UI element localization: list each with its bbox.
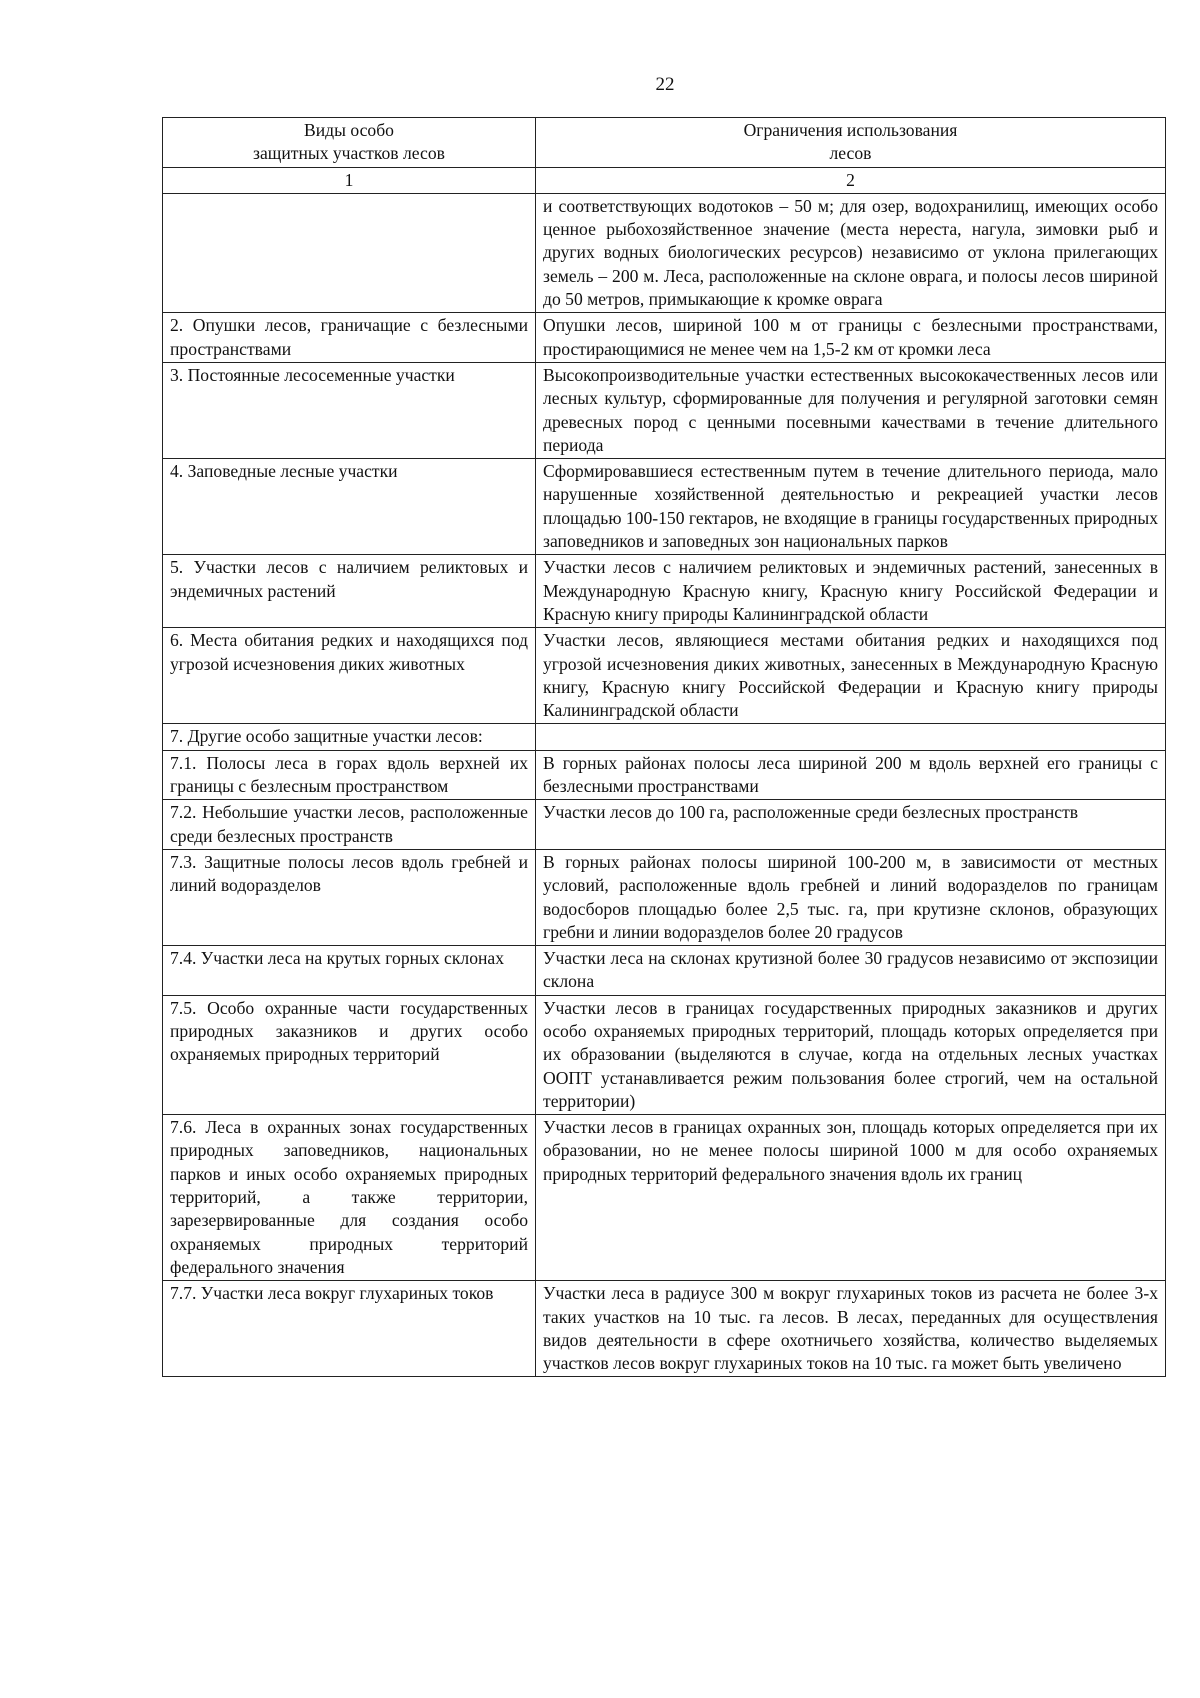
column-number-row	[163, 167, 1166, 193]
restriction-cell: и соответствующих водотоков – 50 м; для озер, водохранилищ, имеющих особо ценное рыбохозяйственное значение (места нереста, нагула, зимовки рыб и других водных биологических ресурсов) независимо от уклона прилегающих земель – 200 м. Леса, расположенные на склоне оврага, и полосы лесов шириной до 50 метров, примыкающие к кромке оврага	[536, 193, 1166, 312]
forest-type-cell: 3. Постоянные лесосеменные участки	[163, 362, 536, 458]
page-number: 22	[655, 74, 675, 95]
table-row	[163, 849, 1166, 945]
forest-type-cell: 7.6. Леса в охранных зонах государственных природных заповедников, национальных парков и иных особо охраняемых природных территорий, а также территории, зарезервированные для создания особо охраняемых природных территорий федерального значения	[163, 1115, 536, 1281]
restrictions-table	[162, 117, 1166, 1377]
restriction-cell: Участки леса в радиусе 300 м вокруг глухариных токов из расчета не более 3-х таких участков на 10 тыс. га лесов. В лесах, переданных для осуществления видов деятельности в сфере охотничьего хозяйства, количество выделяемых участков лесов вокруг глухариных токов на 10 тыс. га может быть увеличено	[536, 1281, 1166, 1377]
restriction-cell: Опушки лесов, шириной 100 м от границы с безлесными пространствами, простирающимися не менее чем на 1,5-2 км от кромки леса	[536, 313, 1166, 363]
restriction-cell: Участки леса на склонах крутизной более 30 градусов независимо от экспозиции склона	[536, 946, 1166, 996]
forest-type-cell: 6. Места обитания редких и находящихся под угрозой исчезновения диких животных	[163, 628, 536, 724]
forest-type-cell: 7.1. Полосы леса в горах вдоль верхней их границы с безлесным пространством	[163, 750, 536, 800]
restriction-cell: Сформировавшиеся естественным путем в течение длительного периода, мало нарушенные хозяйственной деятельностью и рекреацией участки лесов площадью 100-150 гектаров, не входящие в границы государственных природных заповедников и заповедных зон национальных парков	[536, 459, 1166, 555]
restriction-cell: Участки лесов в границах государственных природных заказников и других особо охраняемых природных территорий, площадь которых определяется при их образовании (выделяются в случае, когда на отдельных лесных участках ООПТ устанавливается режим пользования более строгий, чем на остальной территории)	[536, 995, 1166, 1114]
restriction-cell	[536, 724, 1166, 750]
forest-type-cell: 7.4. Участки леса на крутых горных склонах	[163, 946, 536, 996]
table-row	[163, 946, 1166, 996]
forest-type-cell: 7.2. Небольшие участки лесов, расположенные среди безлесных пространств	[163, 800, 536, 850]
forest-type-cell: 7.5. Особо охранные части государственных природных заказников и других особо охраняемых природных территорий	[163, 995, 536, 1114]
restriction-cell: Участки лесов, являющиеся местами обитания редких и находящихся под угрозой исчезновения диких животных, занесенных в Международную Красную книгу, Красную книгу Российской Федерации и Красную книгу природы Калининградской области	[536, 628, 1166, 724]
table-header-row	[163, 118, 1166, 168]
table-row	[163, 1115, 1166, 1281]
table-row	[163, 555, 1166, 628]
table-row	[163, 628, 1166, 724]
table-row	[163, 800, 1166, 850]
table-row	[163, 724, 1166, 750]
restriction-cell: Участки лесов с наличием реликтовых и эндемичных растений, занесенных в Международную Красную книгу, Красную книгу Российской Федерации и Красную книгу природы Калининградской области	[536, 555, 1166, 628]
restriction-cell: В горных районах полосы леса шириной 200 м вдоль верхней его границы с безлесными пространствами	[536, 750, 1166, 800]
column-number-1: 1	[163, 167, 536, 193]
table-row	[163, 750, 1166, 800]
forest-type-cell: 5. Участки лесов с наличием реликтовых и эндемичных растений	[163, 555, 536, 628]
restriction-cell: Участки лесов до 100 га, расположенные среди безлесных пространств	[536, 800, 1166, 850]
forest-type-cell: 4. Заповедные лесные участки	[163, 459, 536, 555]
column-number-2: 2	[536, 167, 1166, 193]
restriction-cell: Участки лесов в границах охранных зон, площадь которых определяется при их образовании, но не менее полосы шириной 1000 м для особо охраняемых природных территорий федерального значения вдоль их границ	[536, 1115, 1166, 1281]
column-header-restrictions: Ограничения использования лесов	[536, 118, 1166, 168]
table-row	[163, 459, 1166, 555]
forest-type-cell: 2. Опушки лесов, граничащие с безлесными пространствами	[163, 313, 536, 363]
forest-type-cell: 7. Другие особо защитные участки лесов:	[163, 724, 536, 750]
column-header-types: Виды особо защитных участков лесов	[163, 118, 536, 168]
restriction-cell: Высокопроизводительные участки естественных высококачественных лесов или лесных культур, сформированные для получения и регулярной заготовки семян древесных пород с ценными посевными качествами в течение длительного периода	[536, 362, 1166, 458]
restriction-cell: В горных районах полосы шириной 100-200 м, в зависимости от местных условий, расположенные вдоль гребней и линий водоразделов по границам водосборов площадью более 2,5 тыс. га, при крутизне склонов, образующих гребни и линии водоразделов более 20 градусов	[536, 849, 1166, 945]
forest-type-cell: 7.3. Защитные полосы лесов вдоль гребней и линий водоразделов	[163, 849, 536, 945]
table-row	[163, 313, 1166, 363]
table-row	[163, 995, 1166, 1114]
table-row	[163, 193, 1166, 312]
table-row	[163, 1281, 1166, 1377]
forest-type-cell: 7.7. Участки леса вокруг глухариных токов	[163, 1281, 536, 1377]
forest-type-cell	[163, 193, 536, 312]
table-row	[163, 362, 1166, 458]
